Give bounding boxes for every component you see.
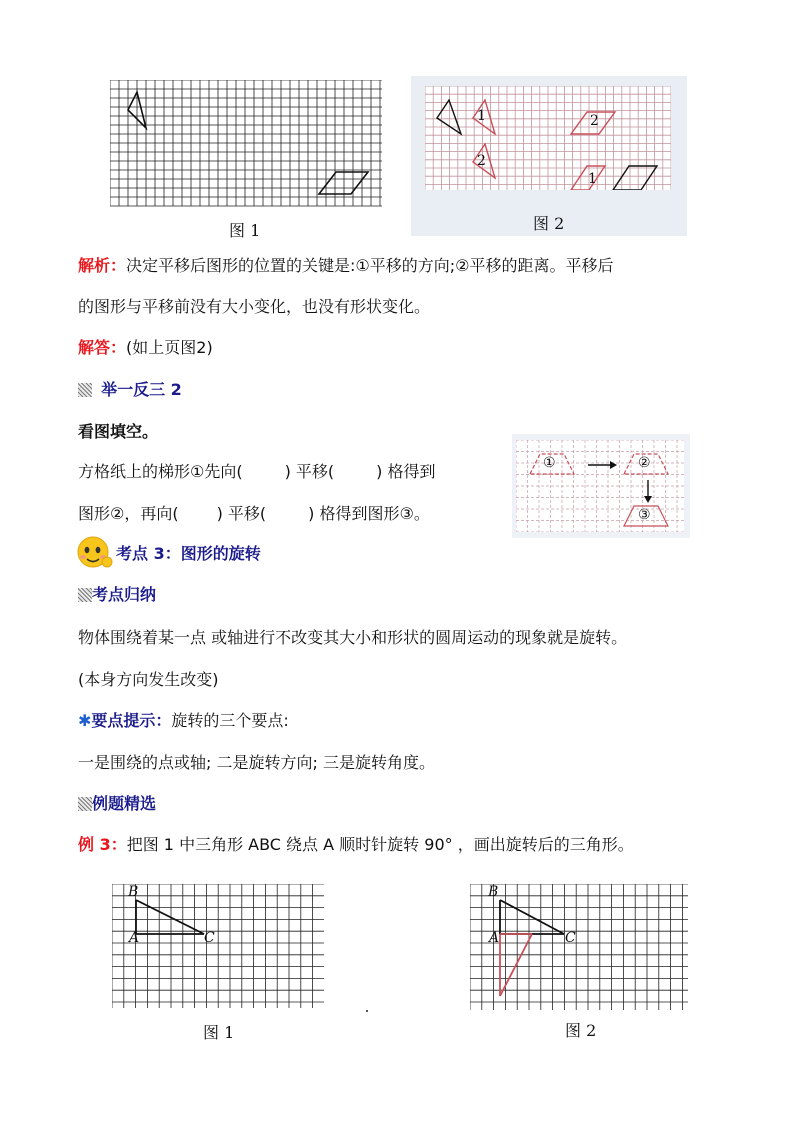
- summary-title: [78, 584, 156, 606]
- hatch-bullet-icon: [78, 797, 92, 811]
- practice-shape-label-2: ②: [638, 455, 651, 471]
- analysis-line-1: [78, 255, 614, 277]
- practice-l2-c: ) 格得到图形③。: [308, 504, 430, 523]
- practice-l1-a: 方格纸上的梯形①先向(: [78, 462, 243, 481]
- tips-label: 要点提示：: [91, 711, 172, 730]
- bottom-figure-2-caption: 图 2: [565, 1021, 597, 1040]
- bottom-fig1-point-b: B: [128, 884, 139, 900]
- star-icon: ✱: [78, 711, 92, 730]
- practice-shape-label-1: ①: [543, 455, 556, 471]
- section-3-title: 考点 3：图形的旋转: [116, 544, 261, 563]
- fig2-label-1a: 1: [477, 108, 486, 124]
- fig2-label-2b: 2: [590, 113, 599, 129]
- top-figure-2-caption: 图 2: [533, 214, 565, 233]
- example-3-label: 例 3：: [78, 835, 127, 854]
- emoji-face-icon: [76, 534, 114, 570]
- top-figure-2-grid: [425, 86, 671, 190]
- bottom-fig2-point-a: A: [489, 930, 500, 946]
- answer-text: (如上页图2): [126, 338, 213, 357]
- top-figure-1-grid: [110, 80, 382, 208]
- example-3-text: 把图 1 中三角形 ABC 绕点 A 顺时针旋转 90° ，画出旋转后的三角形。: [126, 835, 634, 854]
- practice-figure-grid: [516, 440, 684, 532]
- hatch-bullet-icon: [78, 588, 92, 602]
- practice-shape-label-3: ③: [638, 507, 651, 523]
- bottom-fig2-point-b: B: [488, 884, 499, 900]
- summary-line-1: 物体围绕着某一点 或轴进行不改变其大小和形状的圆周运动的现象就是旋转。: [78, 628, 628, 647]
- answer-line: [78, 337, 213, 359]
- analysis-label: 解析：: [78, 256, 127, 275]
- practice-l1-b: ) 平移(: [284, 462, 335, 481]
- practice-line-1: [78, 461, 436, 483]
- practice-l2-b: ) 平移(: [216, 504, 267, 523]
- bottom-fig1-point-c: C: [204, 930, 215, 946]
- bottom-fig1-point-a: A: [129, 930, 140, 946]
- answer-label: 解答：: [78, 338, 127, 357]
- fig2-label-1b: 1: [588, 171, 597, 187]
- bottom-figure-2-grid: [470, 884, 688, 1010]
- tips-text: 旋转的三个要点:: [171, 711, 289, 730]
- practice-title: [78, 379, 182, 401]
- stray-dot: [366, 1010, 368, 1012]
- examples-title-text: 例题精选: [92, 794, 157, 813]
- practice-l1-c: ) 格得到: [376, 462, 436, 481]
- bottom-figure-1-grid: [112, 884, 324, 1008]
- examples-title: [78, 793, 156, 815]
- fig2-label-2a: 2: [477, 153, 486, 169]
- bottom-figure-1-caption: 图 1: [203, 1023, 235, 1042]
- tips-line-1: [78, 710, 289, 732]
- analysis-text-1: 决定平移后图形的位置的关键是:①平移的方向;②平移的距离。平移后: [126, 256, 614, 275]
- practice-subtitle: 看图填空。: [78, 422, 159, 441]
- tips-line-2: 一是围绕的点或轴; 二是旋转方向; 三是旋转角度。: [78, 753, 435, 772]
- hatch-bullet-icon: [78, 383, 92, 397]
- bottom-fig2-point-c: C: [565, 930, 576, 946]
- practice-title-text: 举一反三 2: [101, 380, 182, 399]
- example-3-line: [78, 834, 634, 856]
- summary-line-2: (本身方向发生改变): [78, 670, 219, 689]
- top-figure-1-caption: 图 1: [229, 221, 261, 240]
- summary-title-text: 考点归纳: [92, 585, 157, 604]
- analysis-line-2: 的图形与平移前没有大小变化，也没有形状变化。: [78, 297, 431, 316]
- practice-line-2: [78, 503, 430, 525]
- practice-l2-a: 图形②，再向(: [78, 504, 179, 523]
